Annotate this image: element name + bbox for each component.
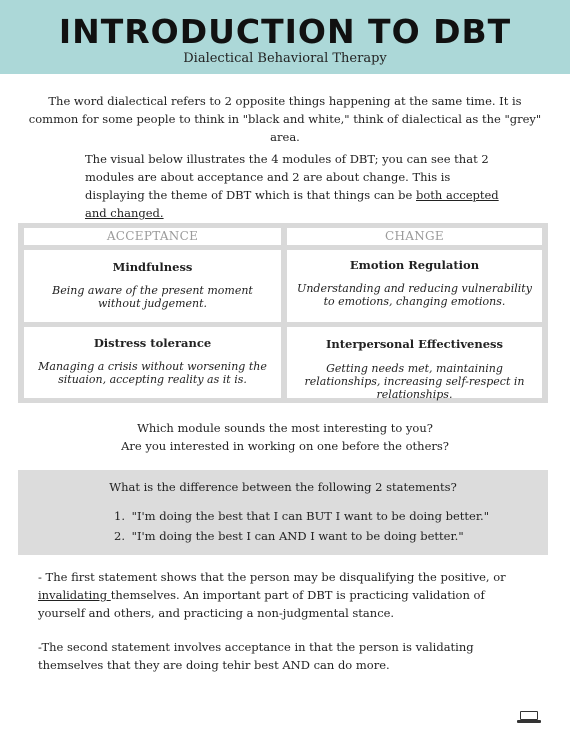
module-title: Interpersonal Effectiveness <box>325 337 503 351</box>
module-description: Getting needs met, maintaining relationships, increasing self-respect in relationships. <box>304 362 525 401</box>
statements-box <box>18 470 548 555</box>
statement-number: 1. <box>114 509 125 523</box>
module-cell-interpersonal-effectiveness <box>287 327 542 401</box>
intro-paragraph-2 <box>85 150 505 222</box>
module-title: Distress tolerance <box>93 336 212 350</box>
module-cell-mindfulness <box>24 250 281 322</box>
acceptance-header: ACCEPTANCE <box>24 228 281 245</box>
statement-text: "I'm doing the best that I can BUT I want to be doing better." <box>131 509 490 523</box>
module-question-line-1: Which module sounds the most interesting to you? <box>137 421 433 435</box>
laptop-icon <box>517 710 541 724</box>
intro-paragraph-2-text: The visual below illustrates the 4 modules of DBT; you can see that 2 modules are about acceptance and 2 are about change. This is displaying the theme of DBT which is that things can be <box>85 152 489 202</box>
intro-underlined-phrase: both accepted and changed. <box>85 188 499 220</box>
module-description: Being aware of the present moment without judgement. <box>52 284 253 310</box>
statements-question: What is the difference between the following 2 statements? <box>109 480 457 494</box>
module-cell-distress-tolerance <box>24 327 281 398</box>
module-title: Mindfulness <box>112 260 193 274</box>
statement-number: 2. <box>114 529 125 543</box>
statement-item <box>114 506 534 526</box>
answer-second-statement: -The second statement involves acceptance in that the person is validating themselves that they are doing tehir best AND can do more. <box>38 640 474 672</box>
module-description: Managing a crisis without worsening the situaion, accepting reality as it is. <box>38 360 267 386</box>
module-question <box>25 419 545 455</box>
change-header: CHANGE <box>287 228 542 245</box>
intro-paragraph-1: The word dialectical refers to 2 opposite things happening at the same time. It is common for some people to think in "black and white," think of dialectical as the "grey" area. <box>28 94 542 144</box>
module-cell-emotion-regulation <box>287 250 542 322</box>
statement-item <box>114 526 534 546</box>
module-description: Understanding and reducing vulnerability to emotions, changing emotions. <box>297 282 532 308</box>
statement-text: "I'm doing the best I can AND I want to be doing better." <box>131 529 464 543</box>
header-banner <box>0 0 570 74</box>
answer-first-statement <box>38 568 528 622</box>
answer-first-before: - The first statement shows that the person may be disqualifying the positive, or <box>38 570 506 584</box>
page-title: INTRODUCTION TO DBT <box>58 12 512 51</box>
page-subtitle: Dialectical Behavioral Therapy <box>183 51 387 66</box>
answer-first-after: themselves. An important part of DBT is practicing validation of yourself and others, and practicing a non-judgmental stance. <box>38 588 485 620</box>
module-question-line-2: Are you interested in working on one before the others? <box>121 439 449 453</box>
module-title: Emotion Regulation <box>349 258 480 272</box>
statements-list <box>114 506 534 546</box>
answer-underlined-word: invalidating <box>38 588 111 602</box>
dbt-modules-grid <box>18 223 548 403</box>
